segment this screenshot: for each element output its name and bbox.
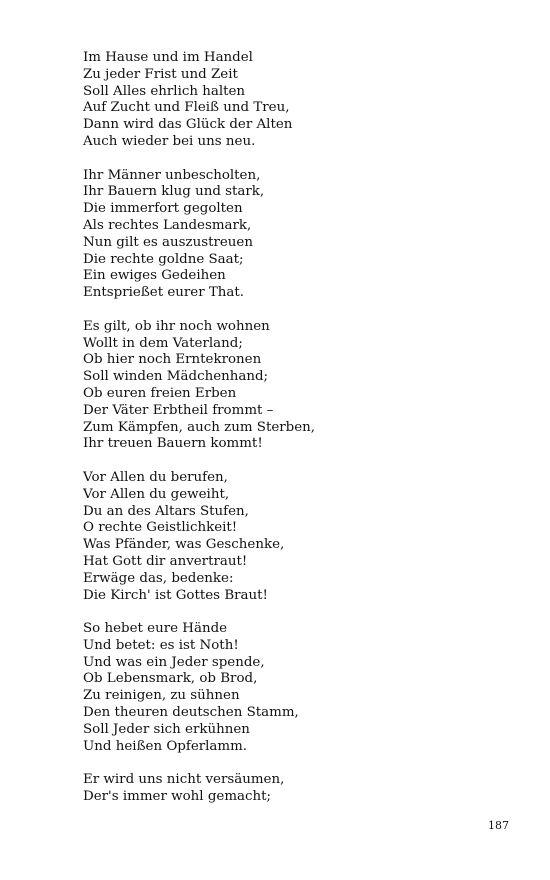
poem-line: Der Väter Erbtheil frommt –: [83, 402, 274, 418]
poem-line: Auf Zucht und Fleiß und Treu,: [83, 100, 290, 116]
poem-line: Soll Alles ehrlich halten: [83, 83, 246, 99]
poem-text: [83, 50, 503, 823]
poem-line: Dann wird das Glück der Alten: [83, 117, 293, 133]
poem-line: Ob hier noch Erntekronen: [83, 352, 262, 368]
poem-line: Ein ewiges Gedeihen: [83, 268, 226, 284]
stanza-4: [83, 470, 503, 604]
poem-line: Den theuren deutschen Stamm,: [83, 705, 299, 721]
poem-line: Ihr Bauern klug und stark,: [83, 184, 265, 200]
poem-line: O rechte Geistlichkeit!: [83, 520, 238, 536]
poem-line: Vor Allen du geweiht,: [83, 486, 230, 502]
poem-line: Hat Gott dir anvertraut!: [83, 553, 248, 569]
poem-line: Und heißen Opferlamm.: [83, 738, 248, 754]
poem-line: Erwäge das, bedenke:: [83, 570, 234, 586]
page-number: 187: [488, 819, 509, 832]
poem-line: Als rechtes Landesmark,: [83, 217, 252, 233]
poem-line: Du an des Altars Stufen,: [83, 503, 249, 519]
poem-line: Die rechte goldne Saat;: [83, 251, 244, 267]
poem-line: Entsprießet eurer That.: [83, 285, 245, 301]
poem-line: Es gilt, ob ihr noch wohnen: [83, 318, 270, 334]
poem-line: Der's immer wohl gemacht;: [83, 789, 272, 805]
poem-line: Wollt in dem Vaterland;: [83, 335, 243, 351]
poem-line: Zu jeder Frist und Zeit: [83, 66, 238, 82]
poem-line: Die immerfort gegolten: [83, 201, 243, 217]
poem-line: Nun gilt es auszustreuen: [83, 234, 253, 250]
poem-line: Soll Jeder sich erkühnen: [83, 721, 250, 737]
poem-line: So hebet eure Hände: [83, 621, 228, 637]
stanza-2: [83, 168, 503, 302]
poem-line: Zum Kämpfen, auch zum Sterben,: [83, 419, 316, 435]
poem-line: Auch wieder bei uns neu.: [83, 133, 256, 149]
stanza-3: [83, 319, 503, 453]
stanza-6: [83, 772, 503, 806]
poem-line: Ihr treuen Bauern kommt!: [83, 436, 263, 452]
stanza-5: [83, 621, 503, 755]
poem-line: Und was ein Jeder spende,: [83, 654, 265, 670]
poem-line: Ob euren freien Erben: [83, 385, 237, 401]
poem-line: Und betet: es ist Noth!: [83, 637, 239, 653]
poem-line: Ihr Männer unbescholten,: [83, 167, 261, 183]
poem-line: Vor Allen du berufen,: [83, 469, 228, 485]
poem-line: Die Kirch' ist Gottes Braut!: [83, 587, 268, 603]
stanza-1: [83, 50, 503, 151]
poem-line: Soll winden Mädchenhand;: [83, 369, 269, 385]
poem-line: Ob Lebensmark, ob Brod,: [83, 671, 258, 687]
poem-line: Im Hause und im Handel: [83, 50, 253, 65]
poem-line: Zu reinigen, zu sühnen: [83, 688, 240, 704]
poem-line: Er wird uns nicht versäumen,: [83, 772, 285, 788]
poem-line: Was Pfänder, was Geschenke,: [83, 537, 285, 553]
